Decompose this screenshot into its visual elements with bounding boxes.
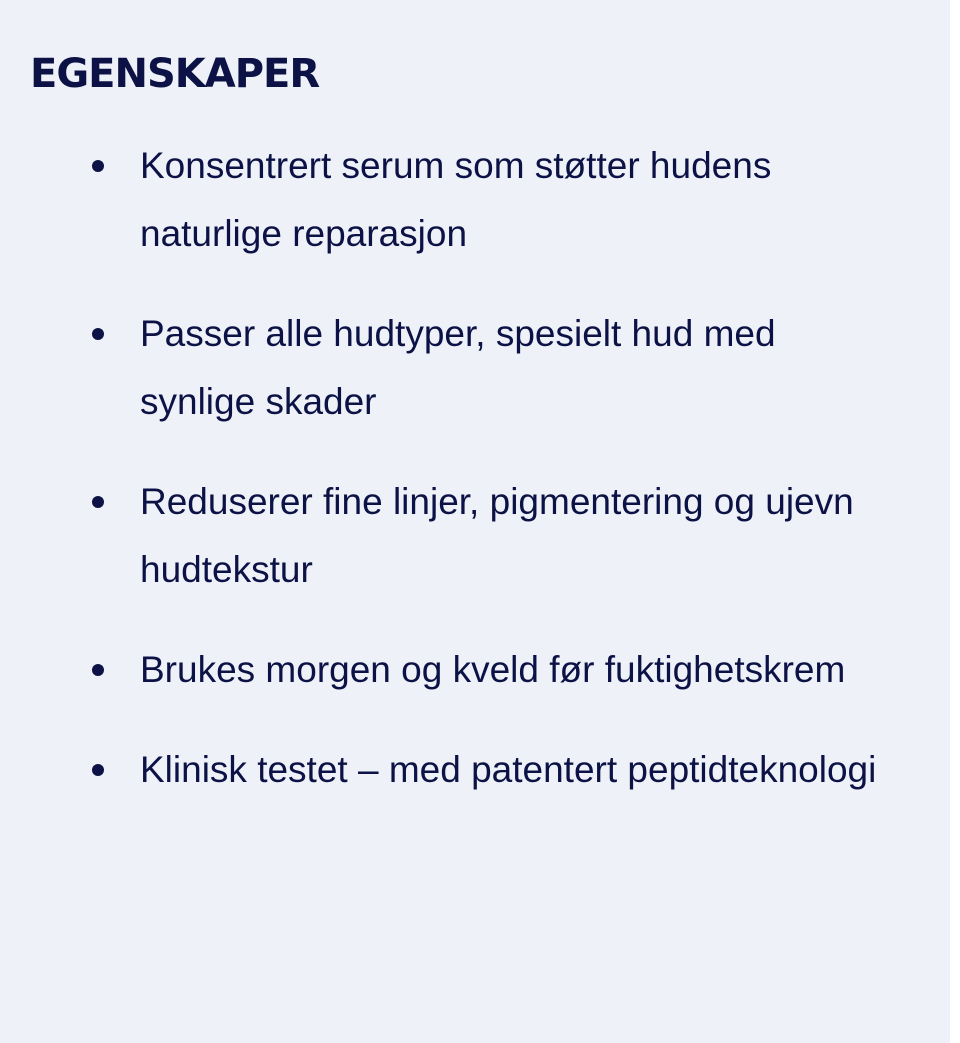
section-title: EGENSKAPER [30, 51, 320, 97]
list-item [88, 132, 888, 268]
bullet-icon [92, 328, 104, 340]
bullet-icon [92, 160, 104, 172]
bullet-icon [92, 764, 104, 776]
feature-text: Konsentrert serum som støtter hudens naturlige reparasjon [140, 145, 772, 254]
list-item [88, 300, 888, 436]
right-edge [950, 0, 960, 1043]
list-item [88, 636, 888, 704]
bullet-icon [92, 496, 104, 508]
feature-text: Passer alle hudtyper, spesielt hud med synlige skader [140, 313, 776, 422]
list-item [88, 468, 888, 604]
bullet-icon [92, 664, 104, 676]
feature-list [88, 132, 888, 836]
feature-text: Reduserer fine linjer, pigmentering og ujevn hudtekstur [140, 481, 854, 590]
list-item [88, 736, 888, 804]
feature-text: Klinisk testet – med patentert peptidteknologi [140, 749, 877, 790]
feature-text: Brukes morgen og kveld før fuktighetskrem [140, 649, 846, 690]
